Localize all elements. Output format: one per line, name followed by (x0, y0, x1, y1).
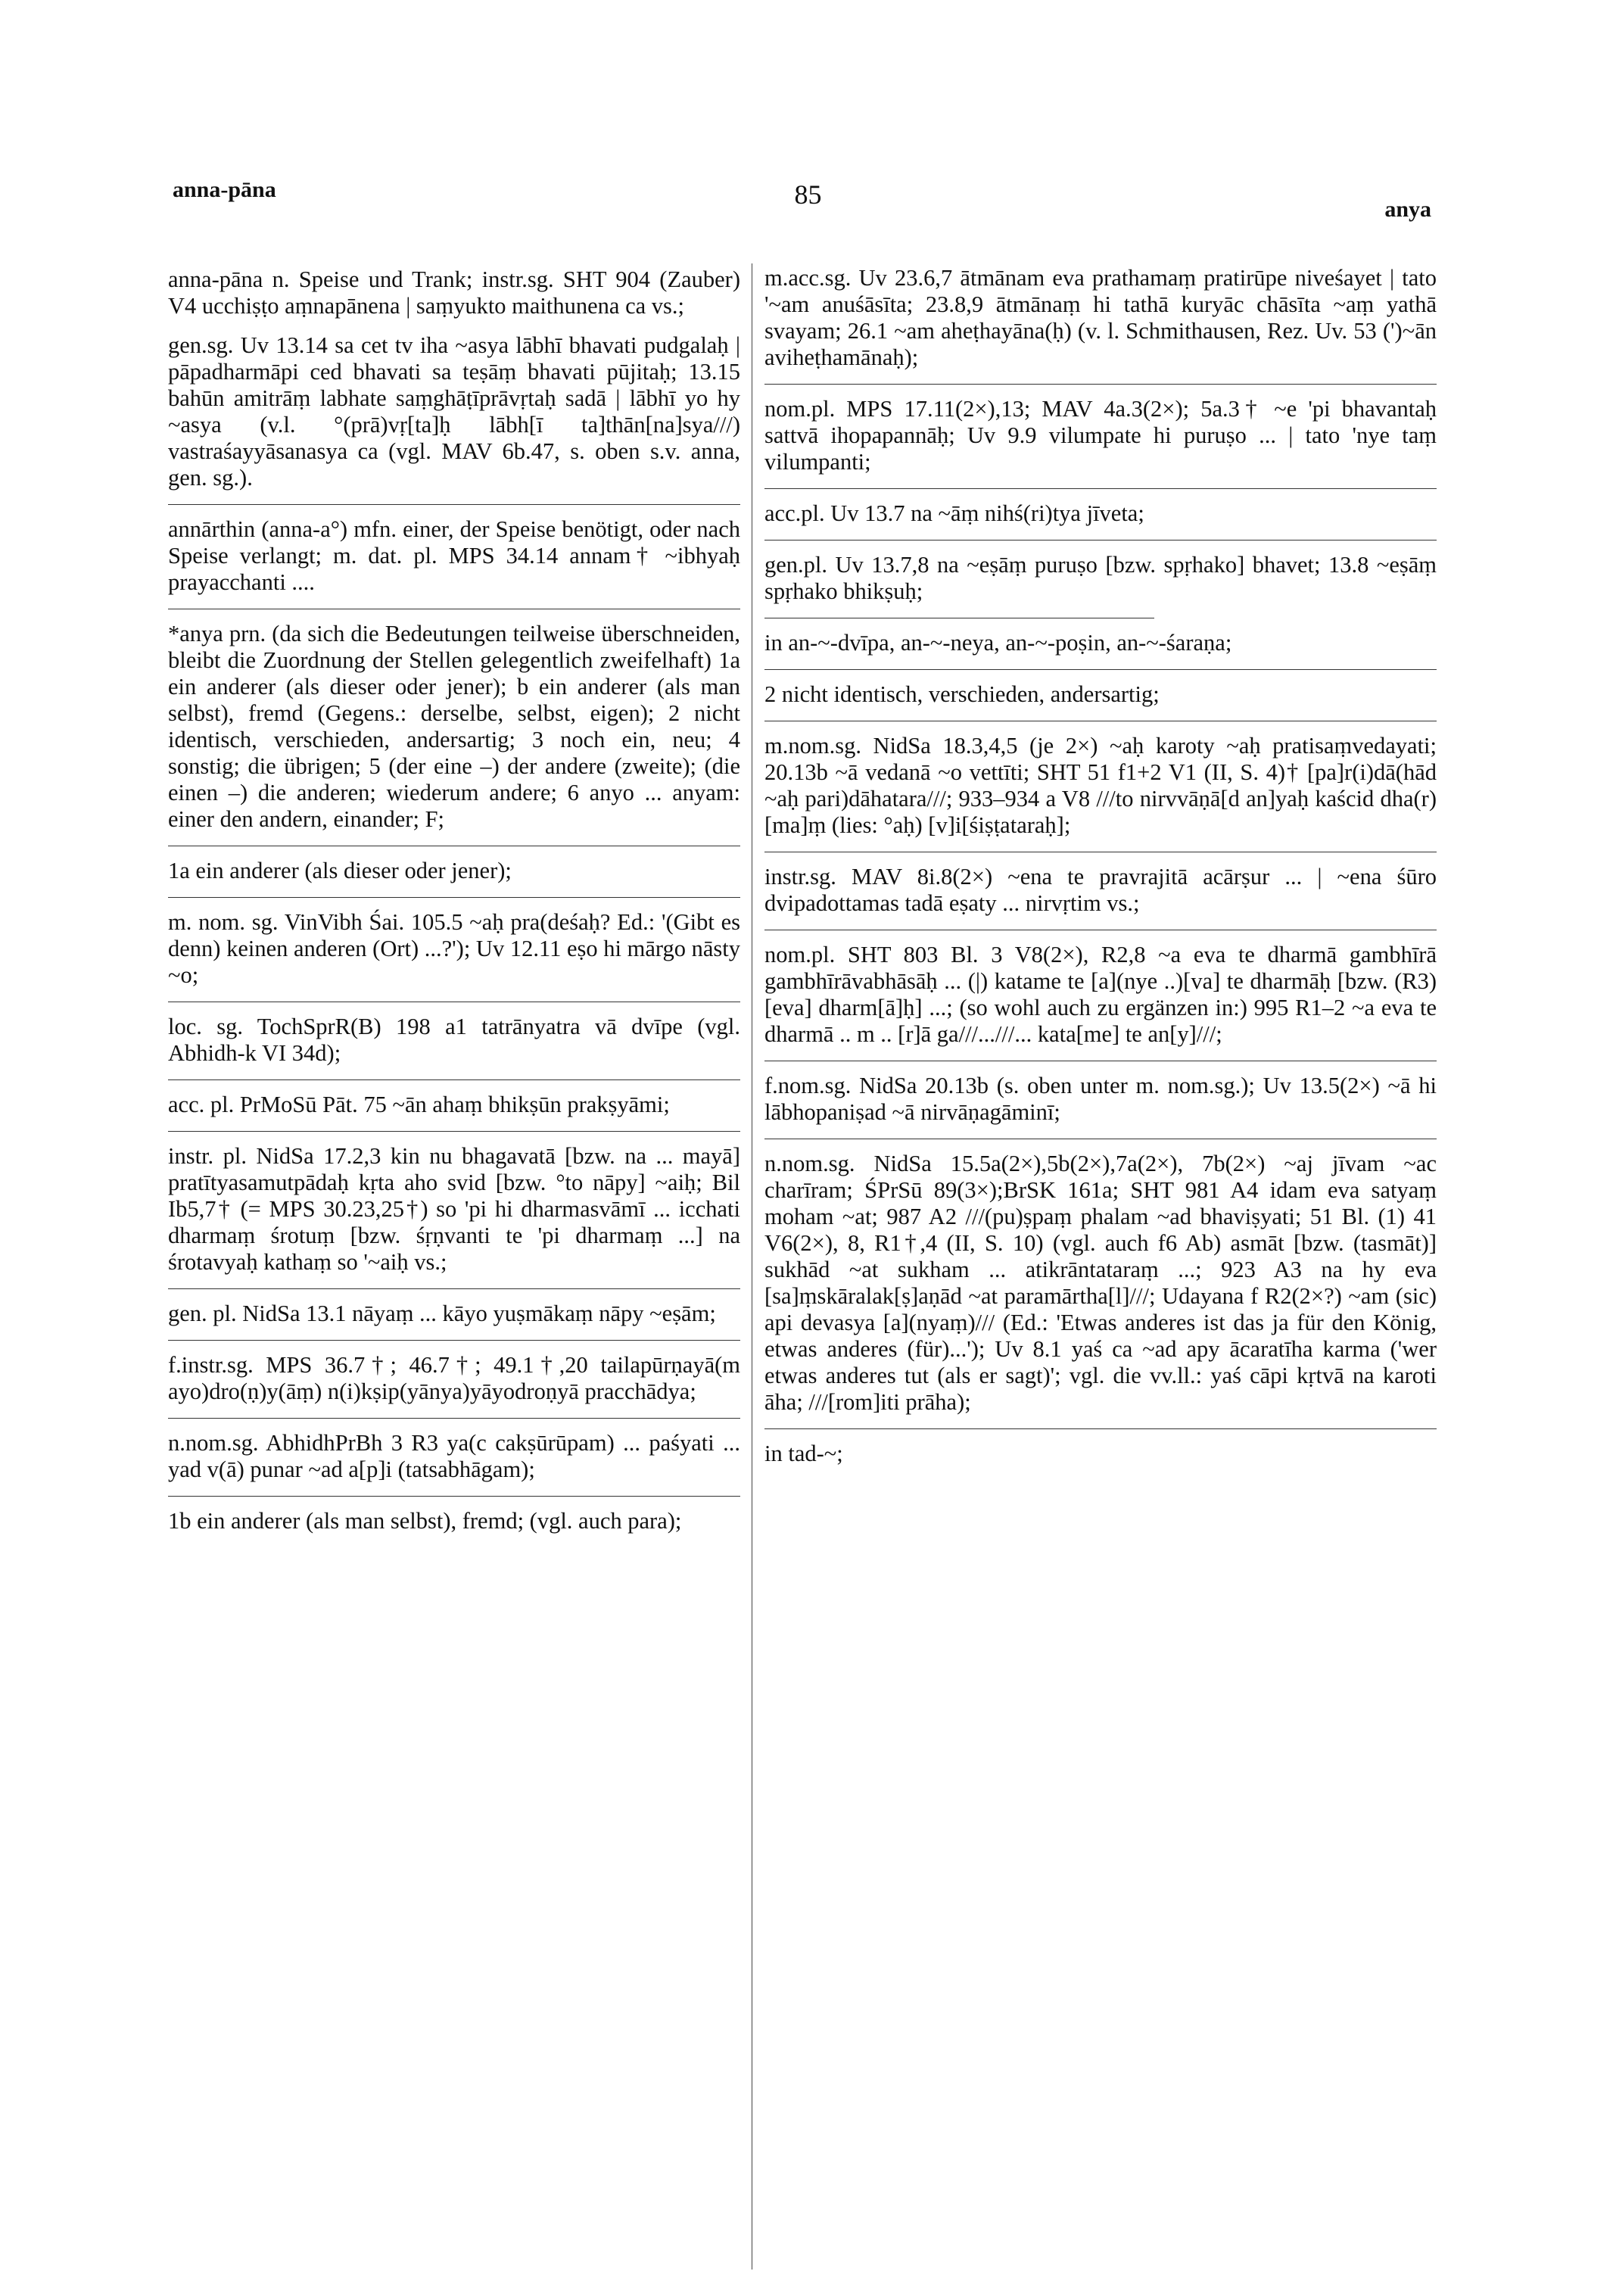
sense-1b-m-acc-sg: m.acc.sg. Uv 23.6,7 ātmānam eva prathamaṃ pratirūpe niveśayet | tato '~am anuśāsīta; 23.8,9 ātmānaṃ hi tathā kuryāc chāsīta ~aṃ yathā svayam; 26.1 ~am aheṭhayāna(ḥ) (v. l. Schmithausen, Rez. Uv. 53 (')~ān aviheṭhamānaḥ); (764, 265, 1437, 370)
running-head-right: anya (1384, 197, 1431, 222)
entry-anna-pana-gen: gen.sg. Uv 13.14 sa cet tv iha ~asya lābhī bhavati pudgalaḥ | pāpadharmāpi ced bhavati sa teṣāṃ bhavati pūjitaḥ; 13.15 bahūn amitrāṃ labhate saṃghāṭīprāvṛtaḥ sadā | lābhī yo hy ~asya (v.l. °(prā)vṛ[ta]ḥ lābh[ī ta]thān[na]sya///) vastraśayyāsanasya ca (vgl. MAV 6b.47, s. oben s.v. anna, gen. sg.). (168, 332, 740, 491)
right-column (764, 265, 1437, 1480)
entry-separator (168, 504, 740, 505)
entry-annarthin: annārthin (anna-a°) mfn. einer, der Speise benötigt, oder nach Speise verlangt; m. dat. pl. MPS 34.14 annam† ~ibhyaḥ prayacchanti .... (168, 516, 740, 595)
sense-1b-gen-pl: gen.pl. Uv 13.7,8 na ~eṣāṃ puruṣo [bzw. spṛhako] bhavet; 13.8 ~eṣāṃ spṛhako bhikṣuḥ; (764, 552, 1437, 604)
entry-anna-pana-instr: anna-pāna n. Speise und Trank; instr.sg. SHT 904 (Zauber) V4 ucchiṣṭo aṃnapānena | saṃyukto maithunena ca vs.; (168, 266, 740, 319)
page-number: 85 (794, 179, 822, 210)
entry-separator (764, 1428, 1437, 1429)
entry-separator (168, 1288, 740, 1289)
entry-separator (168, 1131, 740, 1132)
sense-1a-f-instr-sg: f.instr.sg. MPS 36.7†; 46.7†; 49.1†,20 tailapūrṇayā(m ayo)dro(ṇ)y(āṃ) n(i)kṣip(yānya)yāyodroṇyā pracchādya; (168, 1352, 740, 1404)
sense-1a-n-nom-sg: n.nom.sg. AbhidhPrBh 3 R3 ya(c cakṣūrūpam) ... paśyati ... yad v(ā) punar ~ad a[p]i (tatsabhāgam); (168, 1430, 740, 1482)
sense-1a-m-nom-sg: m. nom. sg. VinVibh Śai. 105.5 ~aḥ pra(deśaḥ? Ed.: '(Gibt es denn) keinen anderen (Ort) ...?'); Uv 12.11 eṣo hi mārgo nāsty ~o; (168, 909, 740, 988)
entry-separator (764, 540, 1437, 541)
entry-separator (764, 488, 1437, 489)
sense-1b-acc-pl: acc.pl. Uv 13.7 na ~āṃ nihś(ri)tya jīveta; (764, 500, 1144, 526)
entry-anya-head: *anya prn. (da sich die Bedeutungen teilweise überschneiden, bleibt die Zuordnung der Stellen gelegentlich zweifelhaft) 1a ein anderer (als dieser oder jener); b ein anderer (als man selbst), fremd (Gegens.: derselbe, selbst, eigen); 2 nicht identisch, verschieden, andersartig; 3 noch ein, neu; 4 sonstig; die übrigen; 5 (der eine –) der andere (zweite); (die einen –) die anderen; wiederum andere; 6 anyo ... anyam: einer den andern, einander; F; (168, 621, 740, 832)
sense-2-compounds: in tad-~; (764, 1441, 843, 1466)
entry-separator (168, 1418, 740, 1419)
sense-1a-heading: 1a ein anderer (als dieser oder jener); (168, 858, 512, 883)
entry-separator (764, 384, 1437, 385)
sense-1a-loc-sg: loc. sg. TochSprR(B) 198 a1 tatrānyatra vā dvīpe (vgl. Abhidh-k VI 34d); (168, 1014, 740, 1066)
sense-1b-nom-pl: nom.pl. MPS 17.11(2×),13; MAV 4a.3(2×); 5a.3† ~e 'pi bhavantaḥ sattvā ihopapannāḥ; Uv 9.9 vilumpate hi puruṣo ... | tato 'nye taṃ vilumpanti; (764, 396, 1437, 475)
entry-separator (764, 669, 1437, 670)
entry-separator (168, 897, 740, 898)
sense-2-nom-pl: nom.pl. SHT 803 Bl. 3 V8(2×), R2,8 ~a eva te dharmā gambhīrā gambhīrāvabhāsāḥ ... (|) katame te [a](nye ..)[va] te dharmāḥ [bzw. (R3) [eva] dharm[ā]ḥ] ...; (so wohl auch zu ergänzen in:) 995 R1–2 ~a eva te dharmā .. m .. [r]ā ga///...///... kata[me] te an[y]///; (764, 942, 1437, 1047)
sense-1a-instr-pl: instr. pl. NidSa 17.2,3 kin nu bhagavatā [bzw. na ... mayā] pratītyasamutpādaḥ kṛta aho svid [bzw. °to nāpy] ~aiḥ; Bil Ib5,7† (= MPS 30.23,25†) so 'pi hi dharmasvāmī ... icchati dharmaṃ śrotuṃ [bzw. śṛṇvanti te 'pi dharmaṃ ...] na śrotavyaḥ kathaṃ so '~aiḥ vs.; (168, 1143, 740, 1275)
sense-2-f-nom-sg: f.nom.sg. NidSa 20.13b (s. oben unter m. nom.sg.); Uv 13.5(2×) ~ā hi lābhopaniṣad ~ā nirvāṇagāminī; (764, 1073, 1437, 1125)
entry-separator (168, 1079, 740, 1080)
sense-1a-acc-pl: acc. pl. PrMoSū Pāt. 75 ~ān ahaṃ bhikṣūn prakṣyāmi; (168, 1092, 670, 1117)
sense-2-m-nom-sg: m.nom.sg. NidSa 18.3,4,5 (je 2×) ~aḥ karoty ~aḥ pratisaṃvedayati; 20.13b ~ā vedanā ~o vettīti; SHT 51 f1+2 V1 (II, S. 4)† [pa]r(i)dā(hād ~aḥ pari)dāhatara///; 933–934 a V8 ///to nirvvāṇā[d an]yaḥ kaścid dha(r)[ma]ṃ (lies: °aḥ) [v]i[śiṣṭataraḥ]; (764, 733, 1437, 838)
sense-2-heading: 2 nicht identisch, verschieden, andersartig; (764, 681, 1160, 707)
sense-1b-compounds: in an-~-dvīpa, an-~-neya, an-~-poṣin, an-~-śaraṇa; (764, 630, 1232, 656)
sense-2-n-nom-sg: n.nom.sg. NidSa 15.5a(2×),5b(2×),7a(2×), 7b(2×) ~aj jīvam ~ac charīram; ŚPrSū 89(3×);BrSK 161a; SHT 981 A4 idam eva satyaṃ moham ~at; 987 A2 ///(pu)ṣpaṃ phalam ~ad bhaviṣyati; 51 Bl. (1) 41 V6(2×), 8, R1†,4 (II, S. 10) (vgl. auch f6 Ab) asmāt [bzw. (tasmāt)] sukhād ~at sukham ... atikrāntataraṃ ...; 923 A3 na hy eva [sa]ṃskāralak[ṣ]aṇād ~at paramārtha[l]///; Udayana f R2(2×?) ~am (sic) api devasya [a](nyaṃ)/// (Ed.: 'Etwas anderes ist das ja für den König, etwas anderes (für)...'); Uv 8.1 yaś ca ~ad apy ācaratīha karma ('wer etwas anderes tut (als er sagt)'; vgl. die vv.ll.: yaś cāpi kṛtvā na karoti āha; ///[rom]iti prāha); (764, 1151, 1437, 1415)
left-column (168, 265, 740, 1547)
sense-1b-heading: 1b ein anderer (als man selbst), fremd; (vgl. auch para); (168, 1508, 682, 1534)
sense-2-instr-sg: instr.sg. MAV 8i.8(2×) ~ena te pravrajitā acārṣur ... | ~ena śūro dvipadottamas tadā eṣaty ... nirvṛtim vs.; (764, 864, 1437, 916)
running-head-left: anna-pāna (173, 177, 276, 202)
entry-separator (168, 1496, 740, 1497)
sense-1a-gen-pl: gen. pl. NidSa 13.1 nāyaṃ ... kāyo yuṣmākaṃ nāpy ~eṣām; (168, 1301, 716, 1326)
entry-separator (168, 1340, 740, 1341)
